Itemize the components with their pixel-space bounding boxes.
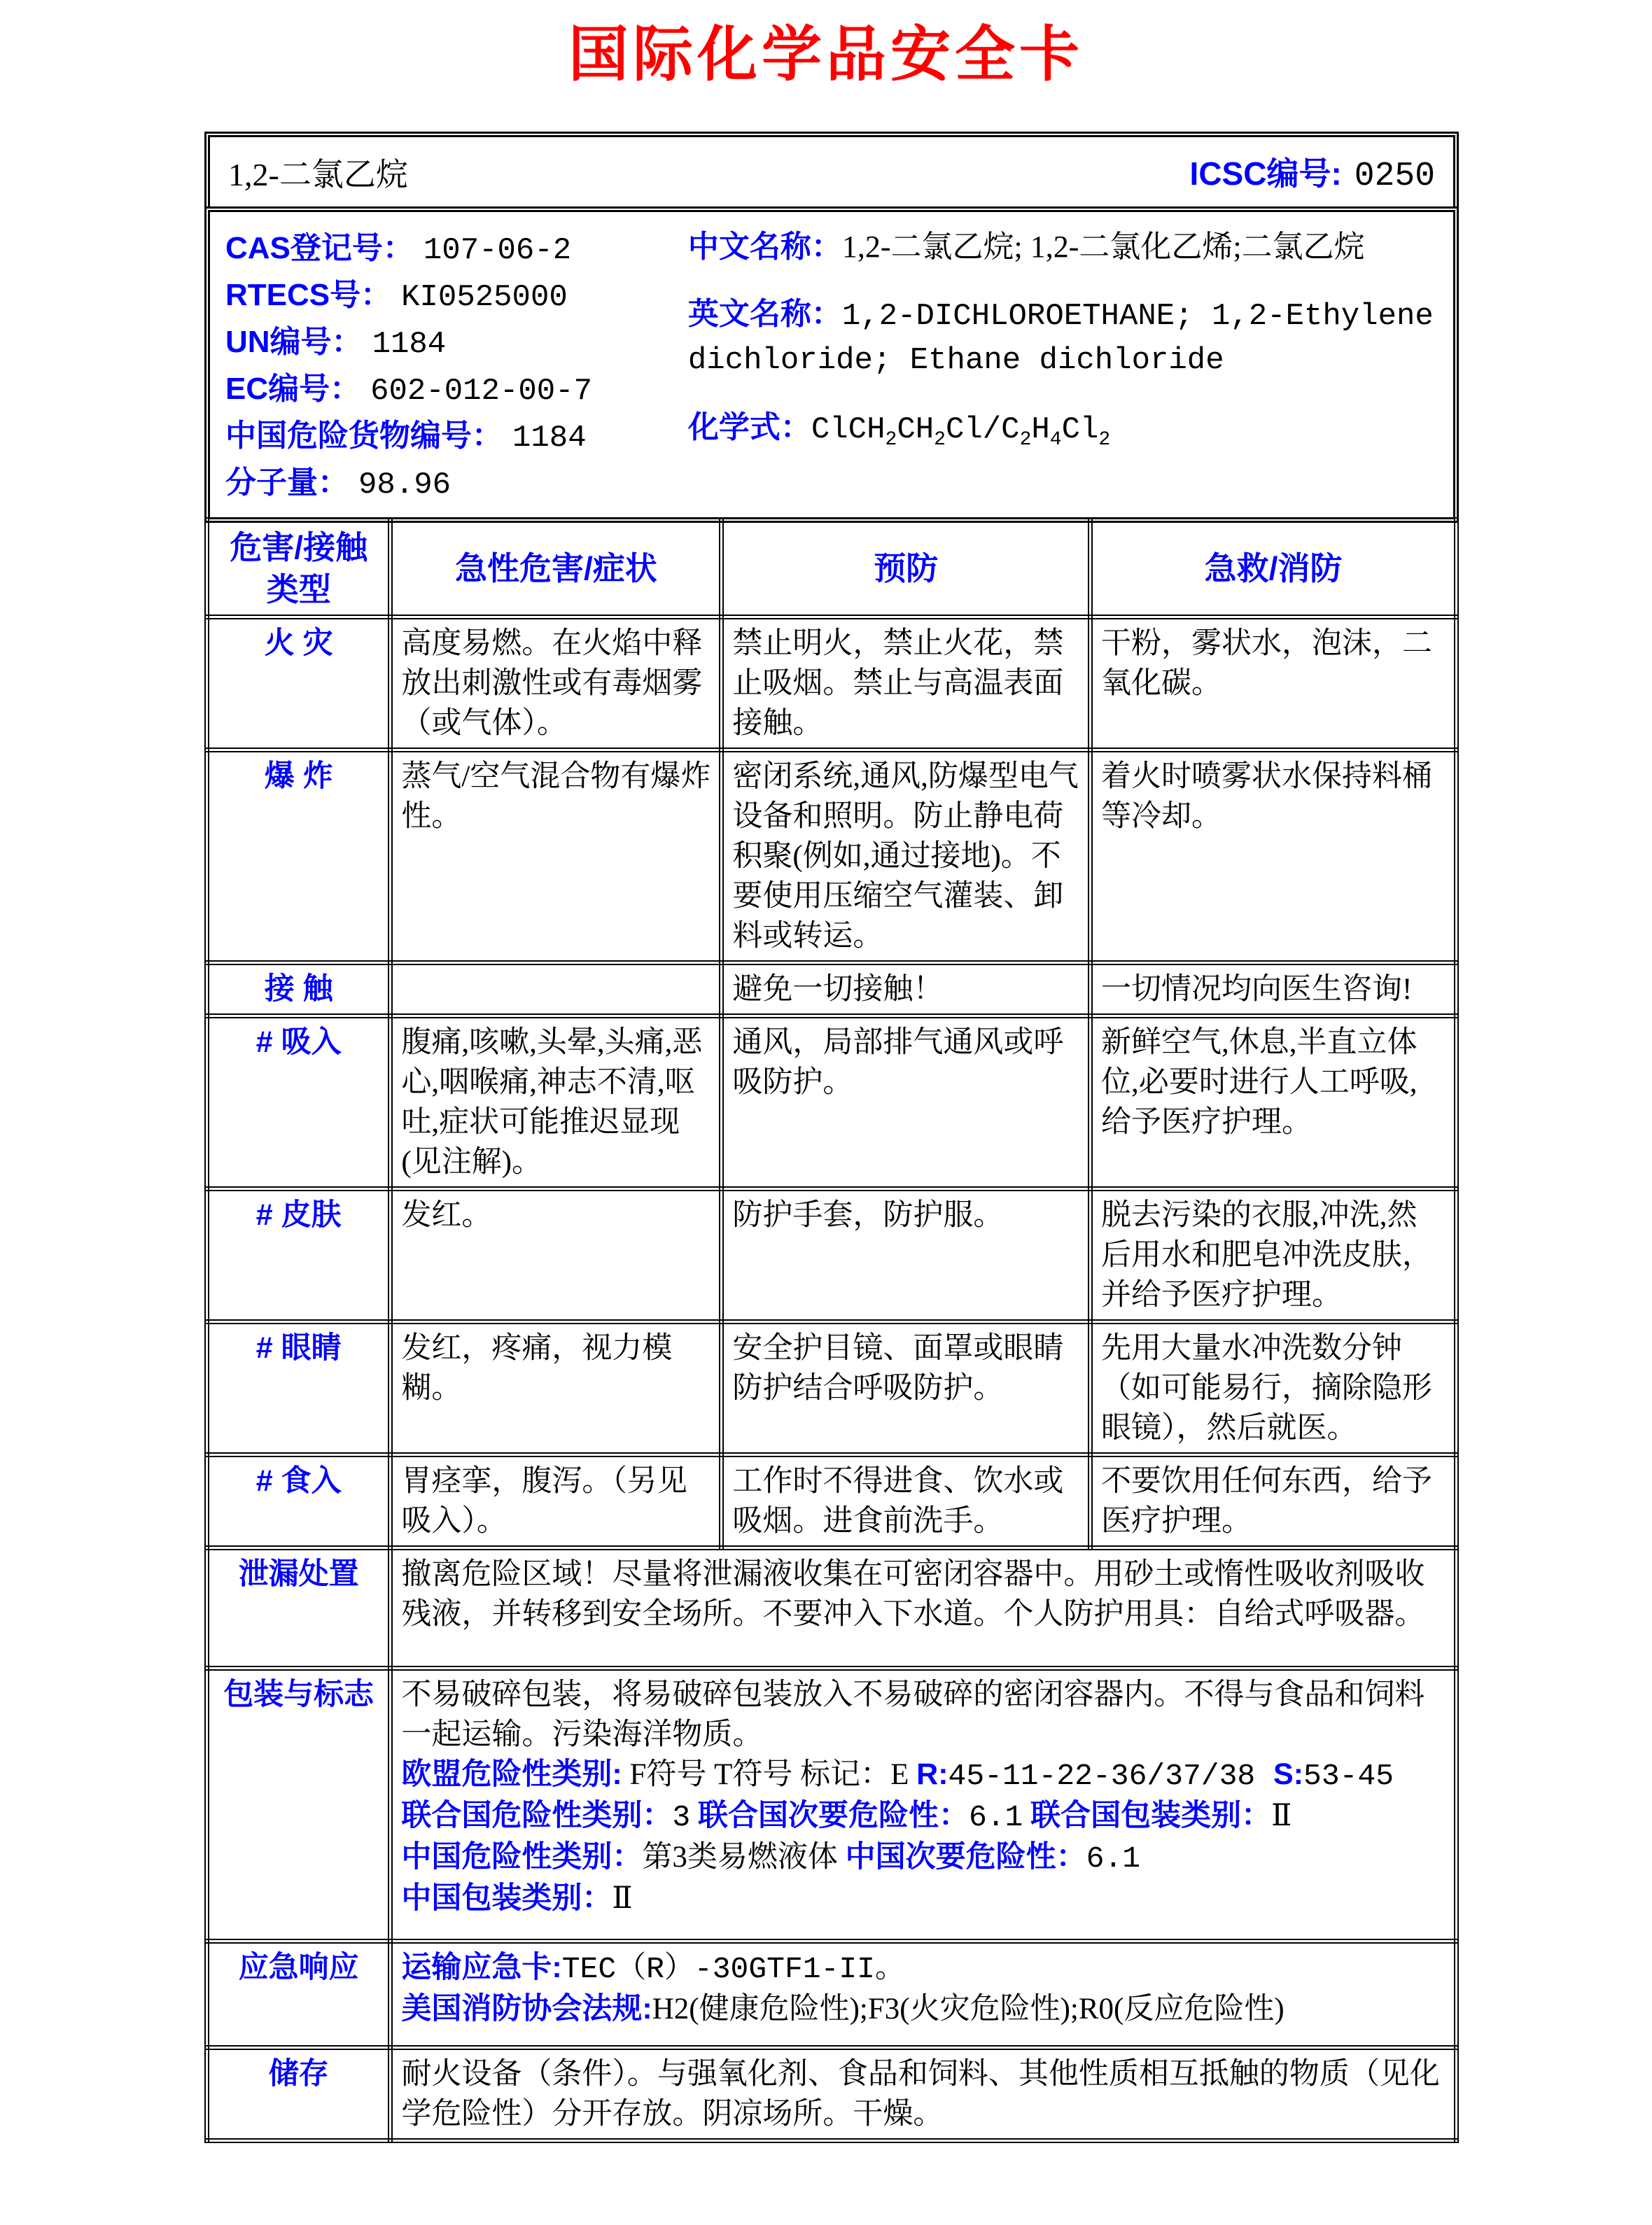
exposure-prevention: 避免一切接触！ [722,963,1091,1016]
identifiers-section [204,206,1459,523]
ingestion-prevention: 工作时不得进食、饮水或吸烟。进食前洗手。 [722,1455,1091,1548]
spillage-content: 撤离危险区域！尽量将泄漏液收集在可密闭容器中。用砂土或惰性吸收剂吸收残液，并转移到安全场所。不要冲入下水道。个人防护用具：自给式呼吸器。 [391,1548,1457,1669]
un-value: 1184 [372,327,447,362]
spillage-label: 泄漏处置 [207,1548,391,1669]
storage-content: 耐火设备（条件）。与强氧化剂、食品和饲料、其他性质相互抵触的物质（见化学危险性）分开存放。阴凉场所。干燥。 [391,2048,1457,2141]
id-line-ec [225,367,678,414]
formula-para [688,407,1441,461]
icsc-number: 0250 [1354,157,1435,195]
fire-symptoms: 高度易燃。在火焰中释放出刺激性或有毒烟雾（或气体）。 [391,617,722,750]
id-line-rtecs [225,273,678,320]
identifier-list [210,220,682,507]
cas-label: CAS登记号： [225,231,414,265]
china-dg-label: 中国危险货物编号： [225,419,503,453]
hazard-row-skin [207,1189,1457,1322]
inhalation-prevention: 通风，局部排气通风或呼吸防护。 [722,1016,1091,1189]
ec-value: 602-012-00-7 [370,374,592,409]
row-packaging [207,1669,1457,1942]
formula-label: 化学式： [687,410,811,444]
header-prevention: 预防 [722,520,1091,617]
un-label: UN编号： [225,325,363,359]
explosion-symptoms: 蒸气/空气混合物有爆炸性。 [391,750,722,963]
icsc-number-group [1190,148,1435,195]
row-emergency-response [207,1942,1457,2048]
eyes-prevention: 安全护目镜、面罩或眼睛防护结合呼吸防护。 [722,1322,1091,1455]
safety-card [204,132,1459,2143]
ec-label: EC编号： [225,372,361,406]
ingestion-symptoms: 胃痉挛，腹泻。（另见吸入）。 [391,1455,722,1548]
explosion-label: 爆 炸 [207,750,391,963]
molweight-value: 98.96 [358,468,451,503]
ingestion-label: # 食入 [207,1455,391,1548]
id-line-cas [225,226,678,273]
chinese-name-label: 中文名称： [687,230,842,264]
skin-label: # 皮肤 [207,1189,391,1322]
emergency-response-label: 应急响应 [207,1942,391,2048]
packaging-label: 包装与标志 [207,1669,391,1942]
hazard-row-eyes [207,1322,1457,1455]
id-line-china-dg [225,414,678,461]
eyes-first-aid: 先用大量水冲洗数分钟（如可能易行，摘除隐形眼镜），然后就医。 [1090,1322,1456,1455]
hazard-table [204,517,1459,2143]
china-dg-value: 1184 [512,421,587,456]
header-hazard-type: 危害/接触 类型 [207,520,391,617]
fire-first-aid: 干粉，雾状水，泡沫，二氧化碳。 [1090,617,1456,750]
inhalation-symptoms: 腹痛,咳嗽,头晕,头痛,恶心,咽喉痛,神志不清,呕吐,症状可能推迟显现(见注解)。 [391,1016,722,1189]
exposure-first-aid: 一切情况均向医生咨询! [1090,963,1456,1016]
storage-label: 储存 [207,2048,391,2141]
hazard-row-exposure [207,963,1457,1016]
chinese-name-para [688,226,1441,268]
hazard-table-header-row [207,520,1457,617]
page-title: 国际化学品安全卡 [568,21,1084,88]
eyes-symptoms: 发红，疼痛，视力模糊。 [391,1322,722,1455]
id-line-molweight [225,461,678,507]
chinese-name-value: 1,2-二氯乙烷; 1,2-二氯化乙烯;二氯乙烷 [841,230,1365,264]
header-symptoms: 急性危害/症状 [391,520,722,617]
id-line-un [225,320,678,367]
rtecs-label: RTECS号： [225,278,392,312]
chemical-name: 1,2-二氯乙烷 [228,156,408,192]
fire-prevention: 禁止明火，禁止火花，禁止吸烟。禁止与高温表面接触。 [722,617,1091,750]
explosion-first-aid: 着火时喷雾状水保持料桶等冷却。 [1090,750,1456,963]
hazard-row-explosion [207,750,1457,963]
eyes-label: # 眼睛 [207,1322,391,1455]
row-spillage [207,1548,1457,1669]
skin-first-aid: 脱去污染的衣服,冲洗,然后用水和肥皂冲洗皮肤，并给予医疗护理。 [1090,1189,1456,1322]
header-first-aid: 急救/消防 [1090,520,1456,617]
exposure-label: 接 触 [207,963,391,1016]
hazard-row-fire [207,617,1457,750]
inhalation-label: # 吸入 [207,1016,391,1189]
explosion-prevention: 密闭系统,通风,防爆型电气设备和照明。防止静电荷积聚(例如,通过接地)。不要使用压缩空气灌装、卸料或转运。 [722,750,1091,963]
exposure-symptoms [391,963,722,1016]
formula-value: $ClCH_2CH_2Cl/C_2H_4Cl_2$ [811,412,1111,451]
names-block [682,220,1453,507]
rtecs-value: KI0525000 [401,280,568,315]
english-name-value: 1,2-DICHLOROETHANE; 1,2-Ethylene dichloride; Ethane dichloride [687,299,1434,378]
emergency-response-content: 运输应急卡:TEC（R）-30GTF1-II。 美国消防协会法规:H2(健康危险性);F3(火灾危险性);R0(反应危险性) [391,1942,1457,2048]
hazard-row-inhalation [207,1016,1457,1189]
fire-label: 火 灾 [207,617,391,750]
row-storage [207,2048,1457,2141]
inhalation-first-aid: 新鲜空气,休息,半直立体位,必要时进行人工呼吸,给予医疗护理。 [1090,1016,1456,1189]
skin-symptoms: 发红。 [391,1189,722,1322]
english-name-label: 英文名称： [687,297,842,331]
english-name-para [688,293,1441,381]
molweight-label: 分子量： [225,465,349,500]
packaging-content: 不易破碎包装，将易破碎包装放入不易破碎的密闭容器内。不得与食品和饲料一起运输。污染海洋物质。 欧盟危险性类别: F符号 T符号 标记：E R:45-11-22-36/37/38 S:53-45 联合国危险性类别：3 联合国次要危险性：6.1 联合国包装类别：Ⅱ 中国危险性类别：第3类易燃液体 中国次要危险性：6.1 中国包装类别：Ⅱ [391,1669,1457,1942]
name-header-row [204,132,1459,212]
skin-prevention: 防护手套，防护服。 [722,1189,1091,1322]
icsc-label: ICSC编号: [1189,155,1342,192]
hazard-row-ingestion [207,1455,1457,1548]
cas-value: 107-06-2 [423,233,572,268]
ingestion-first-aid: 不要饮用任何东西，给予医疗护理。 [1090,1455,1456,1548]
